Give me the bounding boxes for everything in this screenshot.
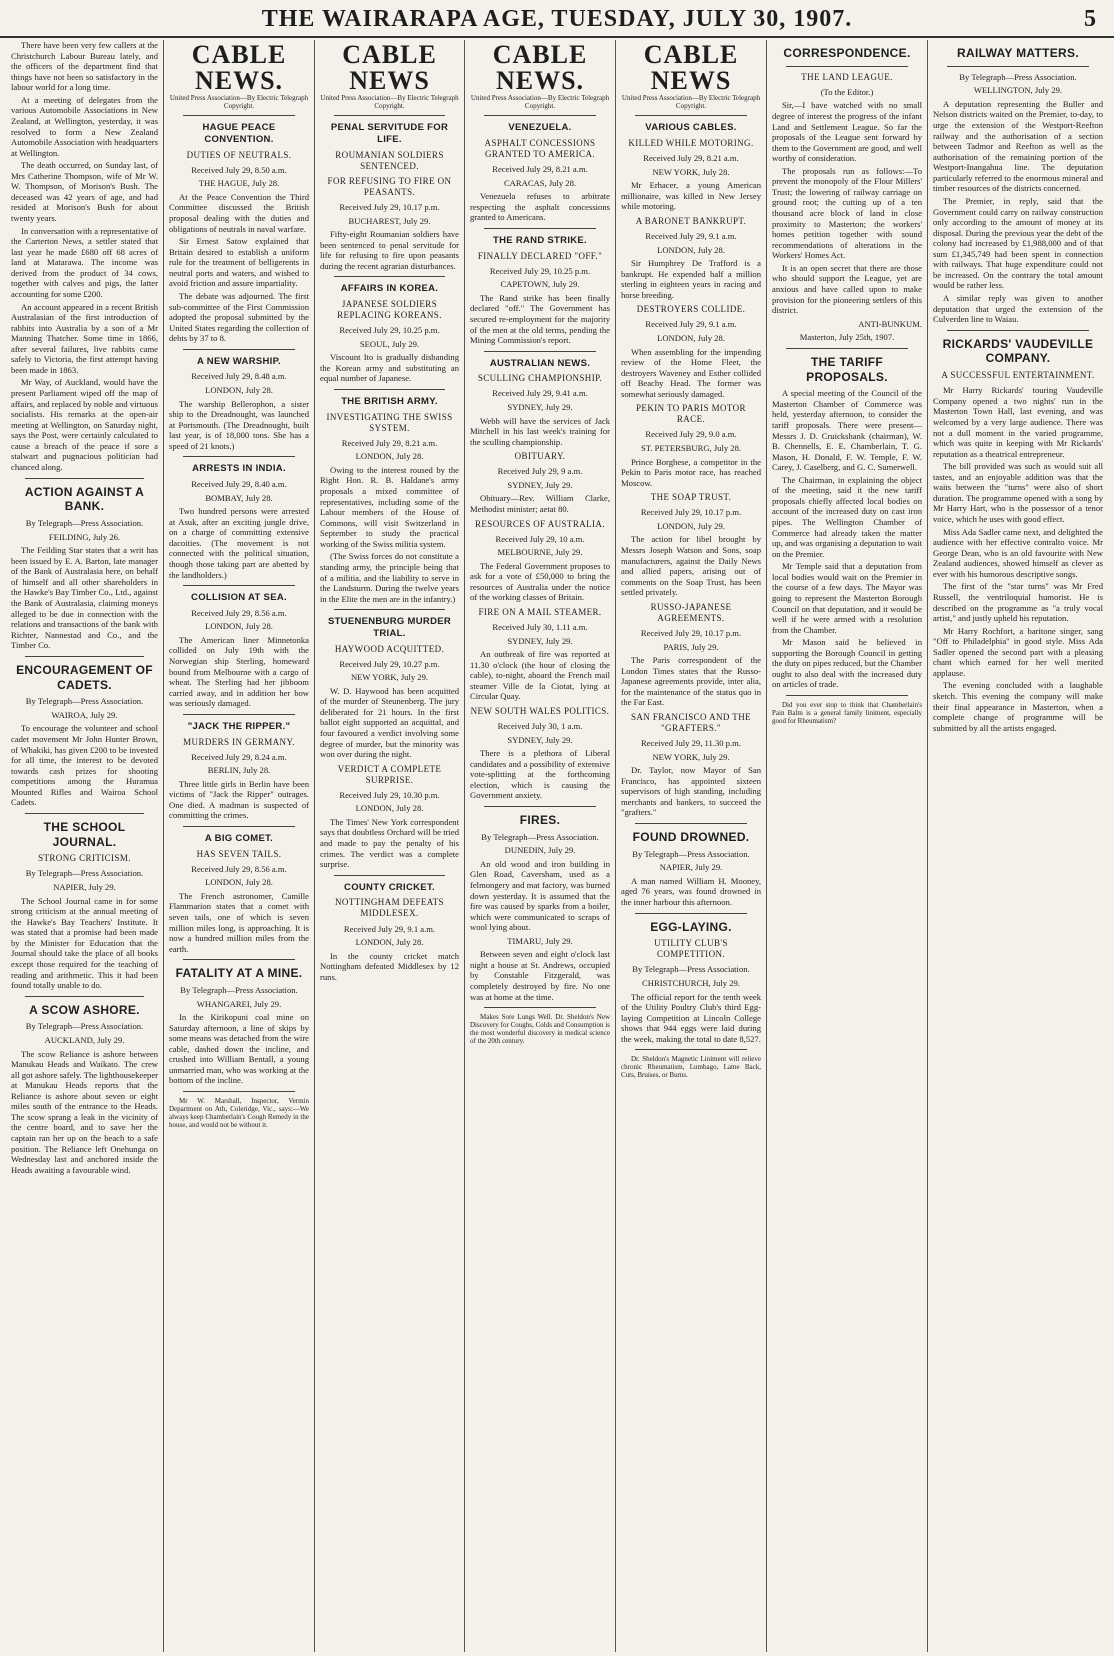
headline: THE SCHOOL JOURNAL. — [43, 819, 126, 849]
dateline: MELBOURNE, July 29. — [497, 547, 583, 558]
paragraph: A man named William H. Mooney, aged 76 years, was found drowned in the inner harbour this afternoon. — [621, 875, 761, 907]
subheadline: NEW SOUTH WALES POLITICS. — [470, 705, 610, 716]
subheadline: STRONG CRITICISM. — [38, 853, 131, 864]
paragraph: The Feilding Star states that a writ has been issued by E. A. Barton, late manager of the Bank of Australasia here, on behalf of himself and all other shareholders in the Hawke's Bay Timber Co., Ltd., against the Bank of Australasia, claiming moneys alleged to be due in connection with the relations and transactions of the bank with Richter, Nannestad and Co., and the Timber Co. — [11, 545, 158, 651]
column-3 — [315, 40, 465, 1652]
paragraph: In conversation with a representative of the Carterton News, a settler stated that last year he made £680 off 68 acres of land at Matarawa. The income was derived from the product of 34 cows, together with calves and pigs, the latter accounting for some £200. — [11, 225, 158, 299]
dateline: LONDON, July 28. — [355, 451, 424, 462]
paragraph: Mr Harry Rickards' touring Vaudeville Company opened a two nights' run in the Masterton Town Hall, last evening, and was welcomed by a very large audience. There was not a dull moment in the varied programme, which was quite in keeping with Mr Rickards' reputation as a theatrical entrepreneur. — [933, 385, 1103, 459]
headline: A NEW WARSHIP. — [197, 355, 281, 367]
dateline: LONDON, July 28. — [205, 877, 273, 888]
received-line: Received July 29, 10.30 p.m. — [339, 789, 440, 800]
divider — [25, 813, 144, 814]
divider — [183, 456, 295, 457]
received-line: Received July 29, 8.21 a.m. — [643, 153, 739, 164]
paragraph: The School Journal came in for some strong criticism at the annual meeting of the Hawke's Bay Teachers' Institute. It was stated that a promise had been made by the Minister for Education that the Journal should take the place of all books except those required for the teaching of reading and arithmetic. This it had been found totally unable to do. — [11, 895, 158, 991]
headline: A SCOW ASHORE. — [29, 1002, 140, 1017]
headline: AUSTRALIAN NEWS. — [489, 357, 591, 369]
paragraph: An outbreak of fire was reported at 11.30 o'clock (the hour of closing the cable), to-night, aboard the French mail steamer Ville de la Ciotat, lying at Circular Quay. — [470, 649, 610, 702]
received-line: Received July 29, 9 a.m. — [497, 466, 583, 477]
divider — [947, 330, 1089, 331]
paragraph: The Paris correspondent of the London Times states that the Russo-Japanese agreements provide, inter alia, for the maintenance of the status quo in the Far East. — [621, 655, 761, 708]
paragraph: (The Swiss forces do not constitute a standing army, the principle being that of a militia, and the liability to serve in the Landsturm. During the twelve years in the Elite the men are in the infantry.) — [320, 551, 459, 604]
dateline: BUCHAREST, July 29. — [348, 215, 431, 226]
subheadline: INVESTIGATING THE SWISS SYSTEM. — [326, 411, 453, 433]
byline: By Telegraph—Press Association. — [632, 964, 750, 975]
section-title: CABLE NEWS. — [492, 40, 588, 95]
paragraph: The American liner Minnetonka collided on July 19th with the Norwegian ship Sterling, homeward bound from Melbourne with a cargo of wheat. The Sterling had her jibboom carried away, and in addition her bow was seriously damaged. — [169, 634, 309, 709]
divider — [334, 389, 445, 390]
headline: THE BRITISH ARMY. — [341, 395, 438, 407]
divider — [334, 609, 445, 610]
dateline: LONDON, July 29. — [657, 520, 725, 531]
dateline: AUCKLAND, July 29. — [44, 1034, 125, 1045]
dateline: FEILDING, July 26. — [48, 531, 121, 542]
subheadline: RESOURCES OF AUSTRALIA. — [475, 518, 605, 529]
subheadline: HAYWOOD ACQUITTED. — [334, 643, 445, 654]
paragraph: An account appeared in a recent British Australasian of the first introduction of rabbits into Australia by a son of a Mr Manning Thatcher. Some time in 1866, after several failures, live rabbits came safely to Victoria, the first attempt having been made in 1863. — [11, 301, 158, 375]
paragraph: Venezuela refuses to arbitrate respecting the asphalt concessions granted to Americans. — [470, 191, 610, 223]
dateline: BOMBAY, July 28. — [205, 492, 273, 503]
divider — [786, 695, 908, 696]
copyright-line: United Press Association—By Electric Telegraph Copyright. — [470, 94, 610, 110]
paragraph: The action for libel brought by Messrs Joseph Watson and Sons, soap manufacturers, against the Daily News and allied papers, arising out of comments on the Soap Trust, has been settled privately. — [621, 534, 761, 598]
paragraph: Mr Temple said that a deputation from local bodies would wait on the Premier in the course of a few days. The Mayor was going to represent the Masterton Borough Council on that deputation, and it would be well if he were armed with a resolution from the Chamber. — [772, 561, 922, 635]
divider — [786, 66, 908, 67]
dateline: LONDON, July 28. — [657, 332, 725, 343]
dateline: LONDON, July 28. — [355, 937, 424, 948]
subheadline: FINALLY DECLARED "OFF." — [477, 250, 603, 261]
subheadline: UTILITY CLUB'S COMPETITION. — [654, 938, 728, 960]
copyright-line: United Press Association—By Electric Telegraph Copyright. — [621, 94, 761, 110]
received-line: Received July 29, 10.25 p.m. — [339, 325, 440, 336]
column-4 — [465, 40, 616, 1652]
divider — [334, 276, 445, 277]
paragraph: Mr Harry Rochfort, a baritone singer, sang "Off to Philadelphia" in good style. Miss Ada Sadler opened the second part with a pleasing chant which earned for her well merited applause. — [933, 625, 1103, 678]
divider — [635, 115, 747, 116]
paragraph: Sir,—I have watched with no small degree of interest the progress of the infant Land and Settlement League. So far the proposals of the League sent forward by them to the Government are good, and well worthy of consideration. — [772, 100, 922, 164]
subheadline: RUSSO-JAPANESE AGREEMENTS. — [650, 601, 732, 623]
copyright-line: United Press Association—By Electric Telegraph Copyright. — [320, 94, 459, 110]
received-line: Received July 29, 8.48 a.m. — [191, 371, 287, 382]
dateline: WAIROA, July 29. — [51, 709, 118, 720]
received-line: Received July 29, 9.1 a.m. — [343, 923, 436, 934]
paragraph: The Times' New York correspondent says that doubtless Orchard will be tried and made to pay the penalty of his crimes. The verdict was a complete surprise. — [320, 816, 459, 870]
paragraph: Webb will have the services of Jack Mitchell in his last week's training for the sculling championship. — [470, 415, 610, 447]
dateline: LONDON, July 28. — [355, 803, 424, 814]
subheadline: JAPANESE SOLDIERS REPLACING KOREANS. — [337, 299, 442, 321]
received-line: Received July 30, 1 a.m. — [497, 721, 583, 732]
byline: By Telegraph—Press Association. — [481, 831, 599, 842]
column-2 — [164, 40, 315, 1652]
received-line: Received July 29, 8.40 a.m. — [191, 479, 287, 490]
received-line: Received July 29, 8.56 a.m. — [191, 863, 287, 874]
paragraph: Mr Way, of Auckland, would have the present Parliament wiped off the map of affairs, and replaced by noble and virtuous socialists. His remarks at the open-air meeting at Wellington, on Saturday night, says the Post, were certainly calculated to cause a breach of the peace if sore a stalwart and pugnacious politician had chanced along. — [11, 377, 158, 472]
paragraph: The bill provided was such as would suit all tastes, and an enjoyable addition was that the waits between the "turns" were also of short duration. The programme opened with a song by Mr Harry Hart, who is the possessor of a tenor voice, which he uses with good effect. — [933, 461, 1103, 524]
paragraph: At the Peace Convention the Third Committee discussed the British proposal dealing with the duties and obligations of neutrals in naval warfare. — [169, 191, 309, 234]
received-line: Received July 29, 10.25 p.m. — [489, 265, 591, 276]
divider — [183, 115, 295, 116]
paragraph: The French astronomer, Camille Flammarion states that a comet with seven tails, one of which is seven million miles long, is approaching. It is now a hundred million miles from the earth. — [169, 890, 309, 954]
headline: FIRES. — [519, 812, 561, 827]
paragraph: The Premier, in reply, said that the Government could carry on railway construction only according to the amount of money at its disposal. During the previous year the debt of the colony had increased by £1,988,000 and of that sum £1,345,749 had been spent in connection with railways. That huge expenditure could not be increased. On the contrary the total amount would be rather less. — [933, 195, 1103, 291]
masthead — [0, 0, 1114, 38]
dateline: SEOUL, July 29. — [359, 338, 420, 349]
byline: By Telegraph—Press Association. — [632, 848, 750, 859]
headline: STUENENBURG MURDER TRIAL. — [327, 616, 452, 639]
headline: ARRESTS IN INDIA. — [192, 463, 286, 475]
headline: A BIG COMET. — [204, 832, 274, 844]
received-line: Received July 29, 9.41 a.m. — [492, 388, 588, 399]
paragraph: The proposals run as follows:—To prevent the monopoly of the Flour Millers' Trust; the lowering of railway carriage on ground root; the cutting up of a ten thousand acre block of land in close proximity to Masterton; the workers' homes petition together with sound recommendations of alterations in the Workers' Homes Act. — [772, 165, 922, 261]
subheadline: FIRE ON A MAIL STEAMER. — [478, 606, 602, 617]
divider — [635, 823, 747, 824]
headline: FATALITY AT A MINE. — [175, 966, 303, 981]
page-number: 5 — [1084, 6, 1096, 32]
section-title: CABLE NEWS — [643, 40, 739, 95]
received-line: Received July 29, 10.17 p.m. — [640, 627, 742, 638]
dateline: CHRISTCHURCH, July 29. — [642, 977, 740, 988]
paragraph: Prince Borghese, a competitor in the Pekin to Paris motor race, has reached Moscow. — [621, 456, 761, 488]
paragraph: The evening concluded with a laughable sketch. This evening the company will make their final appearance in Masterton, when a complete change of programme will be submitted by all the artists engaged. — [933, 680, 1103, 733]
received-line: Received July 29, 9.0 a.m. — [645, 429, 737, 440]
received-line: Received July 29, 10.17 p.m. — [640, 507, 742, 518]
headline: COUNTY CRICKET. — [344, 881, 435, 893]
received-line: Received July 29, 8.50 a.m. — [191, 164, 287, 175]
subheadline: DUTIES OF NEUTRALS. — [186, 149, 292, 160]
paragraph: The Chairman, in explaining the object of the meeting, said it the new tariff proposals chiefly affected local bodies on account of the increased duty on cast iron pipes. The Wellington Chamber of Commerce had already taken the matter up, and was organising a deputation to wait on the Premier. — [772, 474, 922, 559]
headline: ENCOURAGEMENT OF CADETS. — [16, 662, 153, 692]
paragraph: It is an open secret that there are those who should support the League, yet are anxious and have called upon to make provision for the pioneering settlers of this district. — [772, 262, 922, 316]
advertisement: Mr W. Marshall, Inspector, Vermin Department on Ath, Coleridge, Vic., says:—We always keep Chamberlain's Cough Remedy in the house, and would not be without it. — [169, 1097, 309, 1130]
subheadline: ROUMANIAN SOLDIERS SENTENCED. — [335, 149, 444, 171]
divider — [183, 349, 295, 350]
received-line: Received July 29, 8.56 a.m. — [191, 607, 287, 618]
paragraph: A deputation representing the Buller and Nelson districts waited on the Premier, to-day, to urge the extension of the Westport-Reefton railway and the authorisation of a section between Tadmor and Reefton as well as the authorisation of the remaining portion of the Westport-Inangahua line. The deputation particularly referred to the enormous mineral and timber resources of the districts concerned. — [933, 98, 1103, 194]
received-line: Received July 29, 8.21 a.m. — [492, 164, 588, 175]
section-title: CABLE NEWS. — [191, 40, 287, 95]
paragraph: A special meeting of the Council of the Masterton Chamber of Commerce was held, yesterday afternoon, to consider the tariff proposals. There were present—Messrs J. D. Cruickshank (chairman), W. B. Chennells, E. E. Chamberlain, T. G. Mason, H. Donald, F. W. Temple, F. W. Carey, J. Caselberg, and G. C. Sumerwell. — [772, 388, 922, 473]
headline: RAILWAY MATTERS. — [957, 46, 1079, 60]
headline: THE RAND STRIKE. — [493, 234, 587, 246]
divider — [25, 996, 144, 997]
headline: VARIOUS CABLES. — [645, 122, 737, 134]
dateline: NAPIER, July 29. — [659, 862, 723, 873]
dateline: SYDNEY, July 29. — [507, 479, 573, 490]
paragraph: The warship Bellerophon, a sister ship to the Dreadnought, was launched at Portsmouth. (The Dreadnought, built last year, is of 18,000 tons. She has a speed of 21 knots.) — [169, 398, 309, 451]
received-line: Received July 29, 9.1 a.m. — [645, 230, 737, 241]
divider — [484, 115, 596, 116]
columns — [6, 40, 1108, 1652]
divider — [183, 826, 295, 827]
headline: VENEZUELA. — [508, 122, 572, 134]
paragraph: Mr Erhacer, a young American millionaire, was killed in New Jersey while motoring. — [621, 180, 761, 212]
signature: ANTI-BUNKUM. — [858, 318, 922, 329]
paragraph: W. D. Haywood has been acquitted of the murder of Steunenberg. The jury deliberated for 21 hours. In the first ballot eight supported an acquittal, and four favoured a verdict involving some degree of murder, but the minority was won over during the night. — [320, 685, 459, 760]
paragraph: Three little girls in Berlin have been victims of "Jack the Ripper" outrages. One died. A madman is suspected of committing the crimes. — [169, 778, 309, 821]
byline: By Telegraph—Press Association. — [25, 518, 144, 528]
paragraph: There have been very few callers at the Christchurch Labour Bureau lately, and the officers of the department find that things have not been so satisfactory in the labour world for a long time. — [11, 40, 158, 93]
dateline: WELLINGTON, July 29. — [973, 85, 1063, 96]
subheadline: HAS SEVEN TAILS. — [196, 848, 282, 859]
paragraph: At a meeting of delegates from the various Automobile Associations in New Zealand, at Wellington, yesterday, it was resolved to form a New Zealand Automobile Association with headquarters at Wellington. — [11, 94, 158, 158]
dateline: WHANGAREI, July 29. — [196, 998, 282, 1009]
divider — [484, 806, 596, 807]
paragraph: The Rand strike has been finally declared "off." The Government has secured re-employment for the majority of the men at the old terms, pending the Mining Commission's report. — [470, 292, 610, 346]
headline: THE TARIFF PROPOSALS. — [806, 354, 888, 384]
paragraph: To encourage the volunteer and school cadet movement Mr John Hunter Brown, of Whakiki, has given £200 to be invested for all time, the interest to be devoted towards cash prizes for shooting competitions among the Huramua Mounted Rifles and Wairoa School Cadets. — [11, 723, 158, 808]
advertisement: Did you ever stop to think that Chamberlain's Pain Balm is a general family liniment, especially good for Rheumatism? — [772, 701, 922, 726]
received-line: Received July 29, 10.27 p.m. — [339, 658, 440, 669]
received-line: Received July 29, 11.30 p.m. — [641, 738, 741, 749]
headline: AFFAIRS IN KOREA. — [340, 283, 439, 295]
paragraph: The first of the "star turns" was Mr Fred Russell, the ventriloquial humorist. He is described on the programme as "a truly vocal artist," and justly upheld his reputation. — [933, 581, 1103, 624]
byline: By Telegraph—Press Association. — [25, 696, 144, 707]
dateline: SYDNEY, July 29. — [507, 401, 573, 412]
paragraph: The Federal Government proposes to ask for a vote of £50,000 to bring the resources of Australia under the notice of the working classes of Britain. — [470, 560, 610, 603]
section-title: CABLE NEWS — [342, 40, 437, 95]
divider — [183, 1091, 295, 1092]
signature-place: Masterton, July 25th, 1907. — [799, 332, 895, 343]
headline: FOUND DROWNED. — [632, 829, 750, 844]
divider — [25, 656, 144, 657]
paragraph: The death occurred, on Sunday last, of Mrs Catherine Thompson, wife of Mr W. W. Thompson, of Morison's Bush. The deceased was 42 years of age, and had resided at Morison's Bush for about twenty years. — [11, 160, 158, 223]
advertisement: Dr. Sheldon's Magnetic Liniment will relieve chronic Rheumatism, Lumbago, Lame Back, Cuts, Bruises, or Burns. — [621, 1055, 761, 1080]
editor-line: (To the Editor.) — [820, 86, 874, 97]
subheadline: THE SOAP TRUST. — [650, 492, 732, 503]
dateline: SYDNEY, July 29. — [507, 734, 573, 745]
received-line: Received July 29, 10.17 p.m. — [339, 201, 440, 212]
subheadline: FOR REFUSING TO FIRE ON PEASANTS. — [327, 175, 452, 197]
divider — [484, 1007, 596, 1008]
paragraph: Owing to the interest roused by the Right Hon. R. B. Haldane's army proposals a mixed committee of representatives, including some of the Labour members of the House of Commons, will visit Switzerland in September to study the practical working of the Swiss militia system. — [320, 464, 459, 549]
paragraph: When assembling for the impending review of the Home Fleet, the destroyers Waveney and Esther collided off Beachy Head. The former was somewhat seriously damaged. — [621, 346, 761, 399]
copyright-line: United Press Association—By Electric Telegraph Copyright. — [169, 94, 309, 110]
divider — [183, 585, 295, 586]
dateline: THE HAGUE, July 28. — [198, 178, 280, 189]
column-6 — [767, 40, 928, 1652]
subheadline: THE LAND LEAGUE. — [801, 71, 893, 82]
paragraph: Sir Ernest Satow explained that Britain desired to establish a uniform rule for the treatment of belligerents in neutral ports and waters, and wished to avoid friction and assure impartiality. — [169, 236, 309, 289]
byline: By Telegraph—Press Association. — [25, 868, 144, 879]
paragraph: In the Kirikopuni coal mine on Saturday afternoon, a line of skips by some means was detached from the wire cable, dashed down the incline, and crushed into William Bentall, a young unmarried man, who was working at the bottom of the incline. — [169, 1012, 309, 1086]
paragraph: The debate was adjourned. The first sub-committee of the First Commission adopted the proposal submitted by the United States regarding the collection of debts by 37 to 8. — [169, 290, 309, 344]
headline: PENAL SERVITUDE FOR LIFE. — [330, 122, 449, 146]
paragraph: In the county cricket match Nottingham defeated Middlesex by 12 runs. — [320, 950, 459, 982]
subheadline: SAN FRANCISCO AND THE "GRAFTERS." — [630, 711, 751, 733]
divider — [334, 115, 445, 116]
dateline: LONDON, July 28. — [657, 244, 725, 255]
divider — [334, 875, 445, 876]
divider — [635, 1049, 747, 1050]
received-line: Received July 30, 1.11 a.m. — [492, 622, 588, 633]
paragraph: Mr Mason said he believed in supporting the Borough Council in getting the duty on pipes reduced, but the Chamber ought to also deal with the increased duty on articles of trade. — [772, 637, 922, 690]
byline: By Telegraph—Press Association. — [959, 71, 1077, 82]
divider — [183, 714, 295, 715]
byline: By Telegraph—Press Association. — [180, 984, 298, 995]
paragraph: Dr. Taylor, now Mayor of San Francisco, has appointed sixteen supervisors of high standing, including merchants and bankers, to succeed the "grafters." — [621, 765, 761, 818]
subheadline: SCULLING CHAMPIONSHIP. — [477, 373, 603, 384]
divider — [786, 348, 908, 349]
divider — [183, 959, 295, 960]
dateline: NEW YORK, July 29. — [350, 672, 429, 683]
dateline: CAPETOWN, July 29. — [500, 279, 580, 290]
dateline: LONDON, July 28. — [205, 385, 273, 396]
divider — [484, 351, 596, 352]
subheadline: MURDERS IN GERMANY. — [183, 736, 295, 747]
paragraph: The official report for the tenth week of the Utility Poultry Club's third Egg-laying Competition at Lincoln College shows that 944 eggs were laid during the week, making the total to date 8,527. — [621, 991, 761, 1044]
divider — [947, 66, 1089, 67]
headline: CORRESPONDENCE. — [783, 46, 911, 60]
paragraph: Obituary—Rev. William Clarke, Methodist minister; aetat 80. — [470, 493, 610, 514]
headline: RICKARDS' VAUDEVILLE COMPANY. — [942, 336, 1094, 366]
paragraph: There is a plethora of Liberal candidates and a possibility of extensive vote-splitting at the forthcoming election, which is causing the Government anxiety. — [470, 748, 610, 801]
dateline: SYDNEY, July 29. — [507, 635, 573, 646]
paragraph: Sir Humphrey De Trafford is a bankrupt. He expended half a million sterling in eighteen years in racing and horse breeding. — [621, 258, 761, 300]
dateline: LONDON, July 28. — [205, 621, 273, 632]
received-line: Received July 29, 10 a.m. — [495, 533, 585, 544]
subheadline: PEKIN TO PARIS MOTOR RACE. — [636, 403, 746, 425]
received-line: Received July 29, 8.24 a.m. — [191, 751, 287, 762]
dateline: ST. PETERSBURG, July 28. — [640, 443, 742, 454]
dateline: PARIS, July 29. — [663, 641, 719, 652]
paragraph: Fifty-eight Roumanian soldiers have been sentenced to penal servitude for life for refusing to fire upon peasants during the recent agrarian disturbances. — [320, 229, 459, 271]
column-5 — [616, 40, 767, 1652]
paragraph: A similar reply was given to another deputation that urged the extension of the Culverden line to Waiau. — [933, 293, 1103, 325]
dateline: NAPIER, July 29. — [53, 882, 116, 892]
divider — [635, 913, 747, 914]
received-line: Received July 29, 8.21 a.m. — [341, 437, 438, 448]
subheadline: VERDICT A COMPLETE SURPRISE. — [337, 763, 442, 785]
advertisement: Makes Sore Lungs Well. Dr. Sheldon's New Discovery for Coughs, Colds and Consumption is the most wonderful discovery in medical science of the 20th century. — [470, 1013, 610, 1046]
paragraph: An old wood and iron building in Glen Road, Caversham, used as a felmongery and mat factory, was burned down yesterday. It is assumed that the fire was caused by sparks from a boiler, which were communicated to scraps of wool lying about. — [470, 858, 610, 933]
headline: COLLISION AT SEA. — [191, 592, 287, 604]
dateline: NEW YORK, July 29. — [652, 751, 730, 762]
headline: HAGUE PEACE CONVENTION. — [202, 122, 276, 146]
received-line: Received July 29, 9.1 a.m. — [645, 319, 737, 330]
dateline: TIMARU, July 29. — [507, 935, 573, 946]
paragraph: Viscount Ito is gradually disbanding the Korean army and substituting an equal number of Japanese. — [320, 352, 459, 384]
divider — [25, 478, 144, 479]
byline: By Telegraph—Press Association. — [25, 1021, 144, 1032]
headline: ACTION AGAINST A BANK. — [24, 484, 145, 514]
masthead-title: THE WAIRARAPA AGE, TUESDAY, JULY 30, 1907. — [261, 6, 853, 32]
subheadline: A SUCCESSFUL ENTERTAINMENT. — [941, 370, 1095, 381]
subheadline: DESTROYERS COLLIDE. — [636, 304, 746, 315]
dateline: BERLIN, July 28. — [207, 765, 271, 776]
column-1 — [6, 40, 164, 1652]
paragraph: Two hundred persons were arrested at Asuk, after an exciting jungle drive, on a charge of committing extensive dacoities. (The movement is not connected with the political situation, though those taking part are abetted by the landholders.) — [169, 506, 309, 580]
divider — [484, 228, 596, 229]
headline: "JACK THE RIPPER." — [187, 720, 291, 732]
subheadline: OBITUARY. — [514, 451, 566, 462]
subheadline: ASPHALT CONCESSIONS GRANTED TO AMERICA. — [484, 138, 596, 160]
headline: EGG-LAYING. — [650, 919, 732, 934]
paragraph: Miss Ada Sadler came next, and delighted the audience with her effective contralto voice. Mr George Dean, who is an old favourite with New Zealand audiences, showed himself as clever as ever with his humorous descriptive songs. — [933, 526, 1103, 579]
subheadline: KILLED WHILE MOTORING. — [628, 138, 754, 149]
paragraph: The scow Reliance is ashore between Manukau Heads and Waikato. The crew all got ashore safely. The lighthousekeeper at Manukau Heads reports that the Reliance is ashore about seven or eight miles south of the entrance to the Heads. The scow sprang a leak in the vicinity of the centre board, and to save her the captain ran her up on the beach to a safe position. The Reliance left Onehunga on Wednesday last and anchored inside the Heads awaiting a favourable wind. — [11, 1048, 158, 1175]
subheadline: NOTTINGHAM DEFEATS MIDDLESEX. — [335, 897, 444, 919]
dateline: NEW YORK, July 28. — [652, 166, 730, 177]
paragraph: Between seven and eight o'clock last night a house at St. Andrews, occupied by Constable Fitzgerald, was completely destroyed by fire. No one was at home at the time. — [470, 949, 610, 1002]
dateline: DUNEDIN, July 29. — [504, 845, 576, 856]
subheadline: A BARONET BANKRUPT. — [635, 215, 747, 226]
column-7 — [928, 40, 1108, 1652]
dateline: CARACAS, July 28. — [503, 177, 577, 188]
